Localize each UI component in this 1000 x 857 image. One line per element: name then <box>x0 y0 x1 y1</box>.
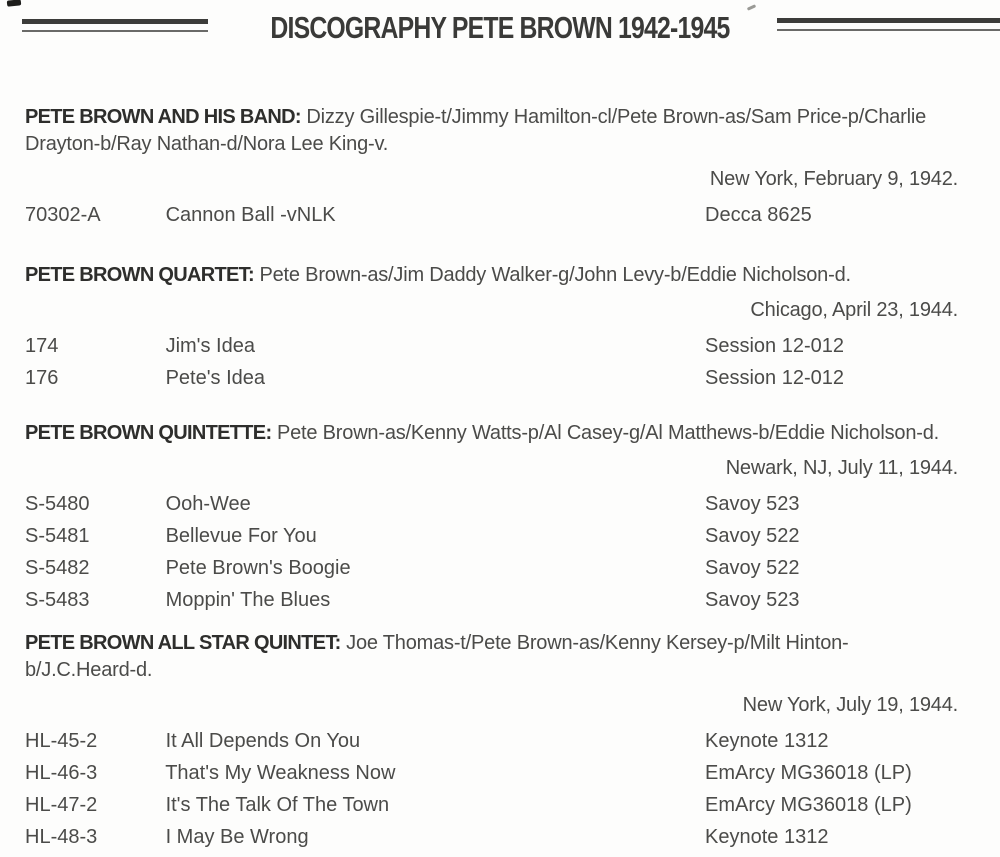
track-row <box>25 821 958 853</box>
track-list <box>25 488 958 616</box>
session-section <box>25 262 958 394</box>
personnel-list: Pete Brown-as/Jim Daddy Walker-g/John Levy-b/Eddie Nicholson-d. <box>259 264 851 286</box>
track-matrix-number: HL-46-3 <box>25 762 98 784</box>
track-release-label: Savoy 522 <box>705 557 800 579</box>
track-title: That's My Weakness Now <box>165 762 396 784</box>
session-section <box>25 104 958 231</box>
track-title: Ooh-Wee <box>165 493 251 515</box>
rule-thin-line <box>777 29 1000 31</box>
band-line <box>25 104 958 158</box>
track-list <box>25 725 958 853</box>
track-row <box>25 757 958 789</box>
track-release-label: Session 12-012 <box>705 335 844 357</box>
track-title: Pete's Idea <box>165 367 266 389</box>
band-name: PETE BROWN ALL STAR QUINTET: <box>25 632 341 654</box>
band-line <box>25 420 958 447</box>
band-name: PETE BROWN QUARTET: <box>25 264 254 286</box>
session-date-location: Chicago, April 23, 1944. <box>750 299 958 321</box>
track-matrix-number: S-5483 <box>25 589 90 611</box>
track-matrix-number: HL-45-2 <box>25 730 98 752</box>
session-date-location: Newark, NJ, July 11, 1944. <box>725 457 958 479</box>
track-row <box>25 725 958 757</box>
track-matrix-number: S-5481 <box>25 525 90 547</box>
track-matrix-number: S-5480 <box>25 493 90 515</box>
track-release-label: EmArcy MG36018 (LP) <box>705 794 912 816</box>
band-name: PETE BROWN QUINTETTE: <box>25 422 272 444</box>
track-list <box>25 199 958 231</box>
personnel-list: Joe Thomas-t/Pete Brown-as/Kenny Kersey-p/Milt Hinton-b/J.C.Heard-d. <box>25 632 849 681</box>
track-row <box>25 330 958 362</box>
track-release-label: Savoy 522 <box>705 525 800 547</box>
page-title: DISCOGRAPHY PETE BROWN 1942-1945 <box>270 10 730 45</box>
band-line <box>25 262 958 289</box>
track-row <box>25 789 958 821</box>
track-row <box>25 552 958 584</box>
track-title: Jim's Idea <box>165 335 255 357</box>
track-row <box>25 362 958 394</box>
session-section <box>25 630 958 853</box>
track-release-label: Decca 8625 <box>705 204 812 226</box>
track-row <box>25 488 958 520</box>
track-release-label: Savoy 523 <box>705 493 800 515</box>
scan-speck <box>7 0 22 7</box>
band-name: PETE BROWN AND HIS BAND: <box>25 106 301 128</box>
track-row <box>25 520 958 552</box>
track-title: It All Depends On You <box>165 730 361 752</box>
track-release-label: Keynote 1312 <box>705 730 829 752</box>
session-date-location: New York, July 19, 1944. <box>742 694 958 716</box>
track-title: It's The Talk Of The Town <box>165 794 390 816</box>
track-list <box>25 330 958 394</box>
track-release-label: EmArcy MG36018 (LP) <box>705 762 912 784</box>
track-row <box>25 584 958 616</box>
track-release-label: Session 12-012 <box>705 367 844 389</box>
track-title: Bellevue For You <box>165 525 317 547</box>
track-title: I May Be Wrong <box>165 826 309 848</box>
track-matrix-number: 70302-A <box>25 204 101 226</box>
rule-thick-line <box>777 18 1000 23</box>
track-matrix-number: S-5482 <box>25 557 90 579</box>
track-matrix-number: HL-47-2 <box>25 794 98 816</box>
track-row <box>25 199 958 231</box>
session-section <box>25 420 958 616</box>
band-line <box>25 630 958 684</box>
track-matrix-number: 174 <box>25 335 59 357</box>
personnel-list: Dizzy Gillespie-t/Jimmy Hamilton-cl/Pete Brown-as/Sam Price-p/Charlie Drayton-b/Ray Nathan-d/Nora Lee King-v. <box>25 106 927 155</box>
track-matrix-number: 176 <box>25 367 59 389</box>
track-title: Cannon Ball -vNLK <box>165 204 336 226</box>
track-title: Pete Brown's Boogie <box>165 557 351 579</box>
session-date-location: New York, February 9, 1942. <box>709 168 958 190</box>
right-double-rule <box>777 18 1000 31</box>
track-release-label: Keynote 1312 <box>705 826 829 848</box>
track-title: Moppin' The Blues <box>165 589 331 611</box>
track-matrix-number: HL-48-3 <box>25 826 98 848</box>
personnel-list: Pete Brown-as/Kenny Watts-p/Al Casey-g/Al Matthews-b/Eddie Nicholson-d. <box>276 422 939 444</box>
track-release-label: Savoy 523 <box>705 589 800 611</box>
